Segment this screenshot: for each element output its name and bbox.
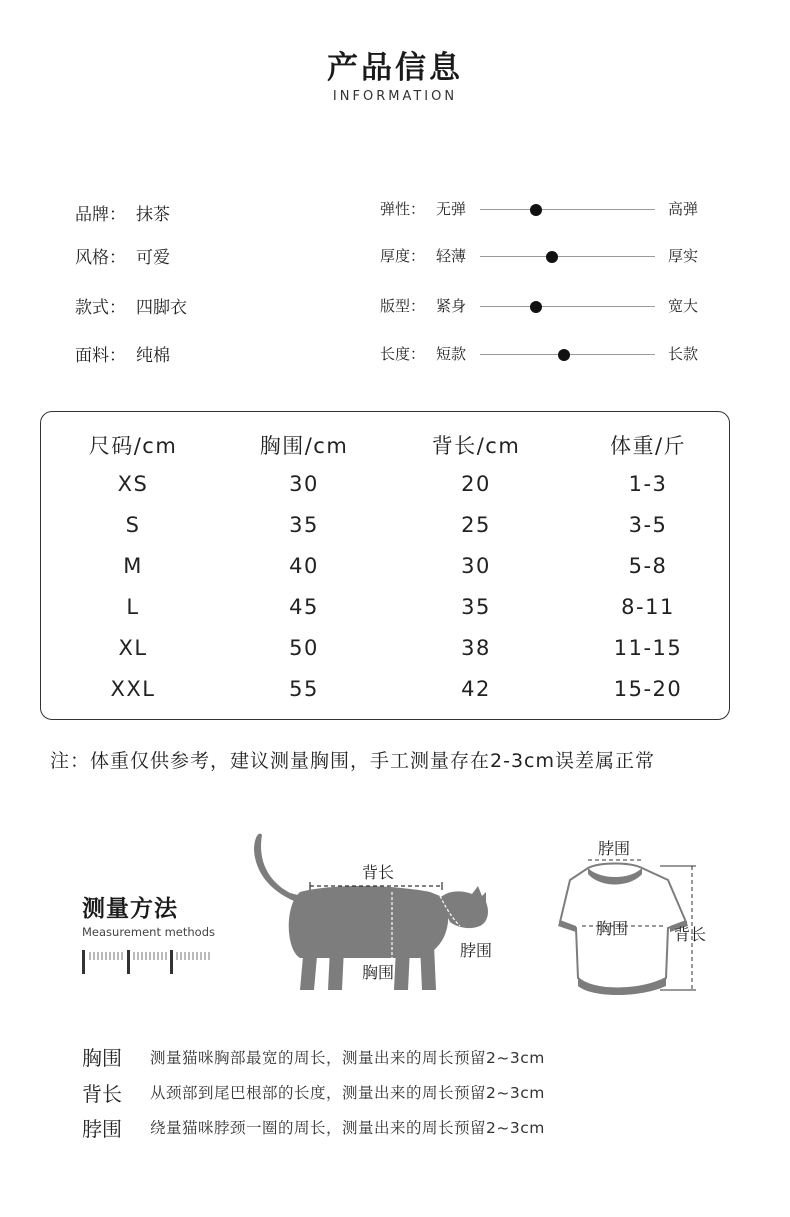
method-subtitle: Measurement methods — [82, 925, 216, 939]
ruler-icon — [82, 948, 212, 976]
slider-max-label: 宽大 — [668, 297, 699, 315]
table-cell: 8-11 — [621, 595, 675, 619]
cat-neck-label: 脖围 — [460, 941, 493, 960]
slider-knob — [546, 251, 558, 263]
slider-max-label: 长款 — [668, 345, 699, 363]
table-cell: 11-15 — [613, 636, 683, 660]
table-cell: XS — [117, 472, 149, 496]
slider-knob — [530, 204, 542, 216]
size-table — [40, 411, 730, 720]
table-cell: XXL — [110, 677, 156, 701]
slider-track — [480, 306, 655, 307]
shirt-chest-label: 胸围 — [596, 919, 629, 938]
table-cell: 35 — [289, 513, 319, 537]
slider-min-label: 紧身 — [436, 297, 467, 315]
definition-text: 测量猫咪胸部最宽的周长，测量出来的周长预留2~3cm — [150, 1049, 545, 1067]
table-header: 尺码/cm — [88, 434, 178, 458]
table-cell: 20 — [461, 472, 491, 496]
table-cell: L — [126, 595, 140, 619]
table-cell: 40 — [289, 554, 319, 578]
slider-min-label: 短款 — [436, 345, 467, 363]
table-cell: 42 — [461, 677, 491, 701]
attribute-brand — [75, 200, 170, 225]
slider-track — [480, 354, 655, 355]
attribute-label: 款式： — [75, 298, 126, 318]
slider-thickness — [380, 245, 710, 269]
slider-min-label: 无弹 — [436, 200, 467, 218]
size-note: 注：体重仅供参考，建议测量胸围，手工测量存在2-3cm误差属正常 — [50, 750, 655, 772]
table-cell: 50 — [289, 636, 319, 660]
table-cell: 1-3 — [628, 472, 668, 496]
table-cell: 5-8 — [628, 554, 668, 578]
table-header: 体重/斤 — [609, 434, 687, 458]
attribute-value: 纯棉 — [136, 346, 170, 366]
slider-track — [480, 256, 655, 257]
attribute-label: 风格： — [75, 248, 126, 268]
attribute-fabric — [75, 341, 170, 366]
slider-label: 版型： — [380, 297, 426, 315]
slider-knob — [530, 301, 542, 313]
page-subtitle: INFORMATION — [332, 89, 458, 104]
slider-max-label: 高弹 — [668, 200, 699, 218]
attribute-value: 四脚衣 — [136, 298, 187, 318]
table-cell: 55 — [289, 677, 319, 701]
definition-term: 背长 — [82, 1082, 122, 1106]
slider-max-label: 厚实 — [668, 247, 699, 265]
table-cell: S — [125, 513, 141, 537]
slider-min-label: 轻薄 — [436, 247, 467, 265]
table-cell: 30 — [461, 554, 491, 578]
attribute-value: 可爱 — [136, 248, 170, 268]
slider-knob — [558, 349, 570, 361]
slider-label: 厚度： — [380, 247, 426, 265]
table-cell: 25 — [461, 513, 491, 537]
shirt-neck-label: 脖围 — [598, 839, 631, 858]
table-cell: 15-20 — [613, 677, 683, 701]
definition-term: 脖围 — [82, 1117, 122, 1141]
table-cell: 35 — [461, 595, 491, 619]
slider-track — [480, 209, 655, 210]
page-title: 产品信息 — [327, 50, 463, 86]
definition-term: 胸围 — [82, 1046, 122, 1070]
table-cell: 45 — [289, 595, 319, 619]
attribute-value: 抹茶 — [136, 205, 170, 225]
table-cell: 38 — [461, 636, 491, 660]
table-cell: 30 — [289, 472, 319, 496]
table-cell: 3-5 — [628, 513, 668, 537]
shirt-back-label: 背长 — [674, 925, 707, 944]
table-cell: XL — [118, 636, 148, 660]
definition-text: 从颈部到尾巴根部的长度，测量出来的周长预留2~3cm — [150, 1084, 545, 1102]
table-header: 背长/cm — [431, 434, 521, 458]
slider-elasticity — [380, 198, 710, 222]
attribute-type — [75, 293, 187, 318]
slider-label: 长度： — [380, 345, 426, 363]
method-title: 测量方法 — [82, 896, 178, 922]
slider-label: 弹性： — [380, 200, 426, 218]
table-header: 胸围/cm — [259, 434, 349, 458]
attribute-label: 面料： — [75, 346, 126, 366]
attribute-style — [75, 243, 170, 268]
cat-chest-label: 胸围 — [362, 963, 395, 982]
cat-back-label: 背长 — [362, 863, 395, 882]
definition-text: 绕量猫咪脖颈一圈的周长，测量出来的周长预留2~3cm — [150, 1119, 545, 1137]
slider-length — [380, 343, 710, 367]
table-cell: M — [123, 554, 143, 578]
slider-fit — [380, 295, 710, 319]
attribute-label: 品牌： — [75, 205, 126, 225]
